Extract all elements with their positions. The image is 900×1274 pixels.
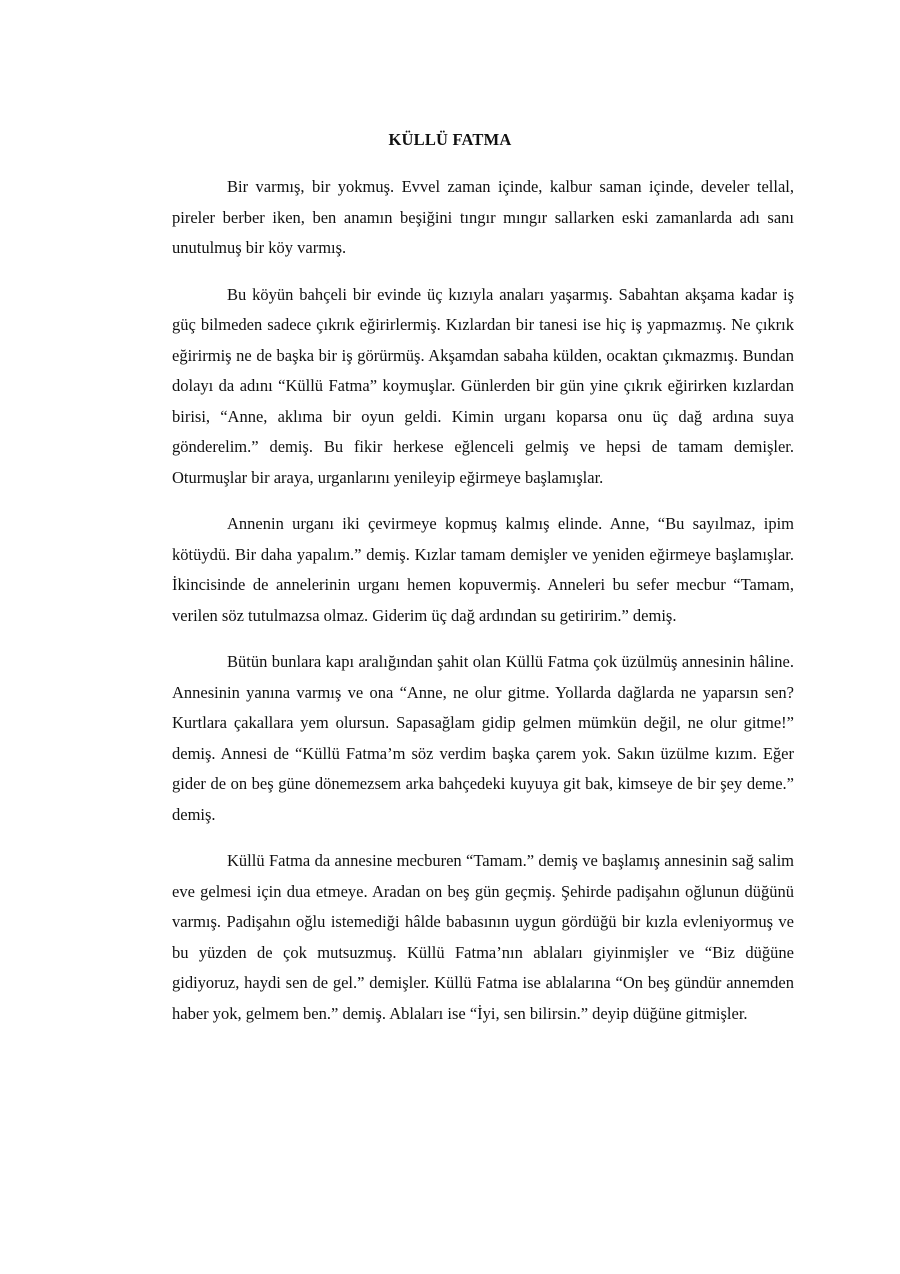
story-body [172, 172, 794, 1045]
paragraph-5: Küllü Fatma da annesine mecburen “Tamam.” demiş ve başlamış annesinin sağ salim eve gelmesi için dua etmeye. Aradan on beş gün geçmiş. Şehirde padişahın oğlunun düğünü varmış. Padişahın oğlu istemediği hâlde babasının uygun gördüğü bir kızla evleniyormuş ve bu yüzden de çok mutsuzmuş. Küllü Fatma’nın ablaları giyinmişler ve “Biz düğüne gidiyoruz, haydi sen de gel.” demişler. Küllü Fatma ise ablalarına “On beş gündür annemden haber yok, gelmem ben.” demiş. Ablaları ise “İyi, sen bilirsin.” deyip düğüne gitmişler. [172, 851, 794, 1023]
page-title: KÜLLÜ FATMA [388, 130, 512, 149]
paragraph-1: Bir varmış, bir yokmuş. Evvel zaman içinde, kalbur saman içinde, develer tellal, pireler berber iken, ben anamın beşiğini tıngır mıngır sallarken eski zamanlarda adı sanı unutulmuş bir köy varmış. [172, 177, 794, 257]
paragraph-2: Bu köyün bahçeli bir evinde üç kızıyla anaları yaşarmış. Sabahtan akşama kadar iş güç bilmeden sadece çıkrık eğirirlermiş. Kızlardan bir tanesi ise hiç iş yapmazmış. Ne çıkrık eğirirmiş ne de başka bir iş görürmüş. Akşamdan sabaha külden, ocaktan çıkmazmış. Bundan dolayı da adını “Küllü Fatma” koymuşlar. Günlerden bir gün yine çıkrık eğirirken kızlardan birisi, “Anne, aklıma bir oyun geldi. Kimin urganı koparsa onu üç dağ ardına suya gönderelim.” demiş. Bu fikir herkese eğlenceli gelmiş ve hepsi de tamam demişler. Oturmuşlar bir araya, urganlarını yenileyip eğirmeye başlamışlar. [172, 284, 794, 487]
paragraph-4: Bütün bunlara kapı aralığından şahit olan Küllü Fatma çok üzülmüş annesinin hâline. Annesinin yanına varmış ve ona “Anne, ne olur gitme. Yollarda dağlarda ne yaparsın sen? Kurtlara çakallara yem olursun. Sapasağlam gidip gelmen mümkün değil, ne olur gitme!” demiş. Annesi de “Küllü Fatma’m söz verdim başka çarem yok. Sakın üzülme kızım. Eğer gider de on beş güne dönemezsem arka bahçedeki kuyuya git bak, kimseye de bir şey deme.” demiş. [172, 652, 794, 824]
paragraph-3: Annenin urganı iki çevirmeye kopmuş kalmış elinde. Anne, “Bu sayılmaz, ipim kötüydü. Bir daha yapalım.” demiş. Kızlar tamam demişler ve yeniden eğirmeye başlamışlar. İkincisinde de annelerinin urganı hemen kopuvermiş. Anneleri bu sefer mecbur “Tamam, verilen söz tutulmazsa olmaz. Giderim üç dağ ardından su getiririm.” demiş. [172, 514, 794, 625]
